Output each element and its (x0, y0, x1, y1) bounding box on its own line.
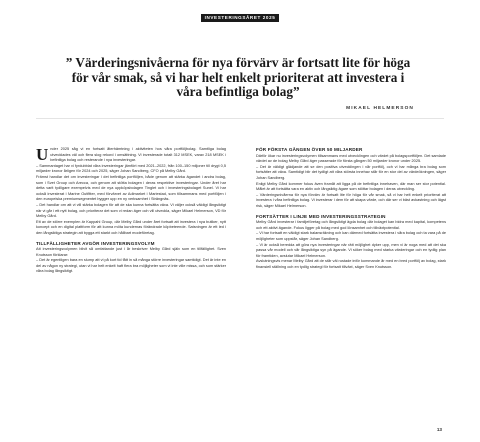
body-paragraph: Melby Gård investerar i familjeföretag och långsiktigt ägda bolag där bolaget kan bidra med kapital, kompetens och ett aktivt ägande. Fokus ligger på bolag med god lönsamhet och tillväxtpotential. (256, 220, 446, 230)
body-paragraph: – Det handlar om att vi vill stärka bolagen för att de ska kunna fortsätta växa. Vi väljer också väldigt långsiktigt när vi går i ett nytt bolag, och prioriterar det som vi redan äger och vill utveckla, säger Mikael Helmerson, VD för Melby Gård. (36, 202, 226, 219)
subheading: FORTSÄTTER I LINJE MED INVESTERINGSSTRATEGIN (256, 213, 386, 219)
subheading: TILLFÄLLIGHETER AVGÖR INVESTERINGSVOLYM (36, 240, 155, 246)
body-paragraph: – Värderingsnivåerna för nya förvärv är fortsatt lite för höga för vår smak, så vi har helt enkelt prioriterat att investera i våra befintliga bolag. Vi investerar i dem för att skapa värde, och där ser vi bäst avkastning och lägst risk, säger Mikael Helmerson. (256, 192, 446, 208)
left-column (36, 147, 226, 275)
body-paragraph: Att investeringsvolymen blivit så omfattande just i år beskriver Melby Gård själv som en tillfällighet. Sven Knutsson förklarar: (36, 247, 226, 257)
body-paragraph: – Sammantaget har vi fyrdubblat våra investeringar jämfört med 2021–2022, från 100–150 miljoner till drygt 0,5 miljarder kronor årligen för 2024 och 2025, säger Johan Sandberg, CFO på Melby Gård. (36, 163, 226, 174)
body-paragraph: Främst handlar det om investeringar i det befintliga portföljen, både genom att stärka ägandet i andra bolag, som i Svet Group och Arecca, och genom att stötta bolagen i deras respektive investeringar. Under året har detta varit tydligare exempelvis med de nya uppköpsbolagen Tinglet och i investeringsbolaget Sunel. Vi har också investerat i Marine Outfitter, med förvärvet av Adimarket i Mariestad, som tillsammans med portföljen i den europeiska premiumsegmentet bygger upp en ny verksamhet i Strängnäs. (36, 174, 226, 202)
lead-paragraph (36, 147, 226, 164)
subheading: FÖR FÖRSTA GÅNGEN ÖVER 50 MILJARDER (256, 147, 363, 152)
body-paragraph: Avslutningsvis menar Melby Gård att de står väl rustade inför kommande år med en bred portfölj av bolag, stark finansiell ställning och en tydlig strategi för fortsatt tillväxt, säger Sven Knutsson. (256, 259, 446, 269)
divider (36, 118, 444, 119)
page-number: 13 (436, 427, 442, 432)
body-paragraph: – Vi har fortsatt en väldigt stark balansräkning och kan därmed fortsätta investera i våra bolag och ta vara på de möjligheter som uppstår, säger Johan Sandberg. (256, 231, 446, 241)
top-edge (0, 0, 480, 9)
body-paragraph: – Vi är också beredda att göra nya investeringar när rätt möjlighet dyker upp, men vi är noga med att det ska passa vår modell och vår långsiktiga syn på ägande. Vi söker bolag med starka värderingar och en tydlig plan för framtiden, avslutar Mikael Helmerson. (256, 242, 446, 258)
drop-cap: U (36, 145, 49, 164)
body-paragraph: Enligt Melby Gård kommer fokus även framåt att ligga på de befintliga innehaven, där man ser stor potential. Målet är att fortsätta vara en aktiv och långsiktig ägare som stöttar bolagen i deras utveckling. (256, 181, 446, 192)
section-tag: INVESTERINGSÅRET 2025 (201, 14, 279, 22)
right-column (256, 147, 446, 270)
body-paragraph: Därför ökar nu investeringsvolymen tillsammans med utvecklingen och värdet på bolagsportföljen. Det samlade värdet av de bolag Melby Gård äger passerade för första gången 50 miljarder kronor under 2025. (256, 153, 446, 164)
body-paragraph: – Det är väldigt glädjande att se den positiva utvecklingen i vår portfölj, och vi har många bra bolag som fortsätter att växa. Samtidigt blir det tydligt att våra största innehav står för en stor del av värdeökningen, säger Johan Sandberg. (256, 164, 446, 180)
quote-byline: MIKAEL HELMERSON (346, 106, 414, 111)
body-paragraph: Ett av de större exemplen är Kappahl Group, där Melby Gård under året fortsatt att investera i nya butiker, nytt koncept och en digital plattform för att kunna möta kundernas förändrade köpbeteende. Satsningen är ett led i den långsiktiga strategin att bygga ett starkt och hållbart modeföretag. (36, 219, 226, 235)
body-paragraph: – Det är egentligen bara en slump att vi på kort tid fått in så många större investeringar samtidigt. Det är inte en del av någon ny strategi, utan vi har helt enkelt haft flera bra möjligheter som vi inte ville missa, och som stärker våra bolag långsiktigt. (36, 258, 226, 274)
intro-text: nder 2025 såg vi en fortsatt återhämtning i aktiviteten hos våra portföljbolag. Samtliga bolag utvecklades väl och flera slog rekord i omsättning. Vi investerade totalt 312 MSEK, varav 218 MSEK i befintliga bolag och resterande i nya investeringar. (50, 147, 226, 163)
pull-quote: ” Värderingsnivåerna för nya förvärv är fortsatt lite för höga för vår smak, så vi har helt enkelt prioriterat att investera i våra befintliga bolag” (65, 55, 411, 99)
